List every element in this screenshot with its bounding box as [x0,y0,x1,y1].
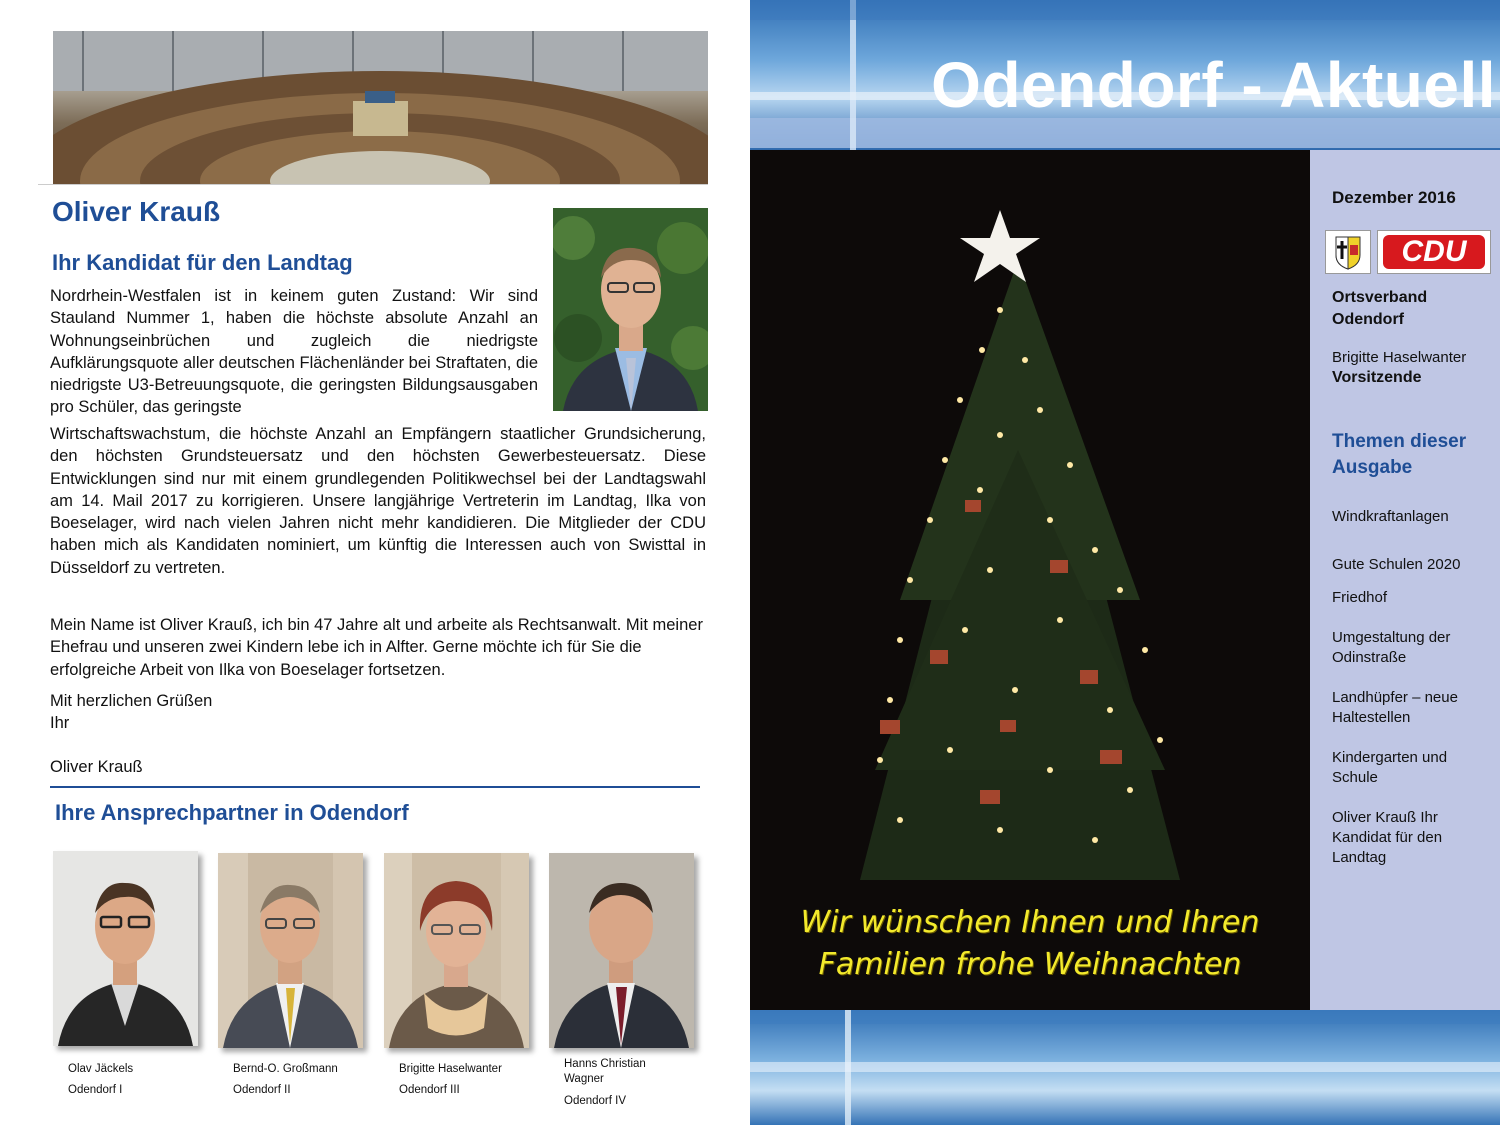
org-line-2: Odendorf [1332,311,1404,328]
candidate-portrait [553,208,708,411]
article-subheading: Ihr Kandidat für den Landtag [52,250,353,275]
signature: Oliver Krauß [50,758,143,776]
article-heading: Oliver Krauß [52,196,221,227]
paragraph-intro: Nordrhein-Westfalen ist in keinem guten Zustand: Wir sind Stauland Nummer 1, haben die höchste absolute Anzahl an Wohnungseinbrüchen und zugleich die niedrigste Aufklärungsquote aller deutschen Flächenländer bei Straftaten, die niedrigste U3-Betreuungsquote, die geringsten Bildungsausgaben pro Schüler, das geringste [50,287,538,417]
topic-item: Oliver Krauß Ihr Kandidat für den Landtag [1332,809,1443,866]
cdu-logo-text: CDU [1401,235,1467,268]
org-line-1: Ortsverband [1332,289,1428,306]
paragraph-about: Mein Name ist Oliver Krauß, ich bin 47 Jahre alt und arbeite als Rechtsanwalt. Mit meiner Ehefrau und unseren zwei Kindern lebe ich in Alfter. Gerne möchte ich für Sie die erfolgreiche Arbeit von Ilka von Boeselager fortsetzen. [50,616,703,679]
topic-item: Windkraftanlagen [1332,508,1449,525]
contact-name: Bernd-O. Großmann [233,1063,338,1075]
contact-4 [564,1057,664,1107]
christmas-greeting-line-2: Familien frohe Weihnachten [818,947,1242,982]
christmas-tree-photo [750,150,1310,1010]
topic-item: Kindergarten und Schule [1332,749,1448,786]
contact-photo-4 [549,853,694,1048]
contact-3 [399,1062,539,1096]
contacts-heading: Ihre Ansprechpartner in Odendorf [55,800,409,825]
contact-2 [233,1062,373,1096]
issue-date: Dezember 2016 [1332,188,1456,207]
paragraph-intro-continued: Wirtschaftswachstum, die höchste Anzahl an Empfängern staatlicher Grundsicherung, den höchsten Grundsteuersatz und den höchsten Gewerbesteuersatz. Diese Entwicklungen sind nur mit einem grundlegenden Politikwechsel bei der Landtagswahl am 14. Mail 2017 zu korrigieren. Unsere langjährige Vertreterin im Landtag, Ilka von Boeselager, wird nach vielen Jahren nicht mehr kandidieren. Die Mitglieder der CDU haben mich als Kandidaten nominiert, um künftig die Interessen auch von Swisttal in Düsseldorf zu vertreten. [50,425,706,577]
christmas-greeting-line-1: Wir wünschen Ihnen und Ihren [800,905,1260,940]
coat-of-arms-icon [1325,230,1371,274]
chair-name: Brigitte Haselwanter [1332,349,1467,366]
contact-district: Odendorf IV [564,1095,627,1107]
contact-1 [68,1062,208,1096]
greeting-line-2: Ihr [50,714,70,733]
cdu-logo [1377,230,1491,274]
cover-footer-banner [750,1010,1500,1125]
parliament-photo [53,31,708,184]
topic-item: Friedhof [1332,589,1388,606]
contact-district: Odendorf I [68,1084,123,1096]
section-divider [50,786,700,788]
topics-heading-2: Ausgabe [1332,457,1413,478]
topics-heading-1: Themen dieser [1332,431,1467,452]
greeting-line-1: Mit herzlichen Grüßen [50,692,213,710]
topic-item: Gute Schulen 2020 [1332,556,1461,573]
header-line [38,184,708,185]
contact-photo-1 [53,851,198,1046]
contact-photo-2 [218,853,363,1048]
greeting [50,690,706,735]
newsletter-title: Odendorf - Aktuell [931,49,1496,121]
topic-item: Landhüpfer – neue Haltestellen [1332,689,1458,726]
topic-item: Umgestaltung der Odinstraße [1332,629,1451,666]
chair-role: Vorsitzende [1332,369,1422,386]
contact-district: Odendorf III [399,1084,460,1096]
contact-photo-3 [384,853,529,1048]
contact-name: Brigitte Haselwanter [399,1063,502,1075]
cover-sidebar [1310,150,1500,1010]
contact-name: Olav Jäckels [68,1063,134,1075]
contact-district: Odendorf II [233,1084,291,1096]
contact-name: Hanns Christian Wagner [564,1058,646,1085]
